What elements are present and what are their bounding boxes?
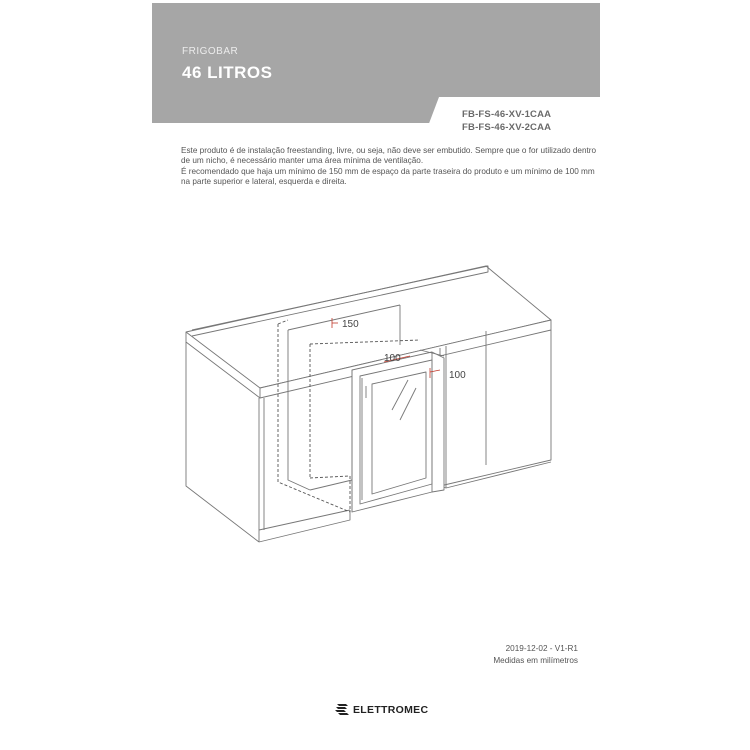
units-note: Medidas em milímetros bbox=[493, 656, 578, 665]
product-category: FRIGOBAR bbox=[182, 46, 239, 57]
product-title: 46 LITROS bbox=[182, 63, 273, 82]
revision-date: 2019-12-02 - V1-R1 bbox=[505, 644, 578, 653]
description-paragraph: É recomendado que haja um mínimo de 150 mm de espaço da parte traseira do produto e um mínimo de 100 mm na parte superior e lateral, esquerda e direita. bbox=[181, 166, 595, 186]
dimension-side: 100 bbox=[449, 370, 466, 381]
dimension-rear: 150 bbox=[342, 319, 359, 330]
elettromec-logo-icon bbox=[335, 703, 349, 717]
brand-logo bbox=[335, 703, 428, 717]
document-meta bbox=[478, 643, 578, 667]
model-code: FB-FS-46-XV-1CAA bbox=[462, 109, 552, 120]
model-code: FB-FS-46-XV-2CAA bbox=[462, 122, 552, 133]
brand-name: ELETTROMEC bbox=[353, 704, 429, 716]
description-paragraph: Este produto é de instalação freestanding, livre, ou seja, não deve ser embutido. Sempre que o for utilizado dentro de um nicho, é necessário manter uma área mínima de ventilação. bbox=[181, 146, 597, 166]
right-cabinet bbox=[440, 330, 551, 488]
dimension-top: 100 bbox=[384, 353, 401, 364]
